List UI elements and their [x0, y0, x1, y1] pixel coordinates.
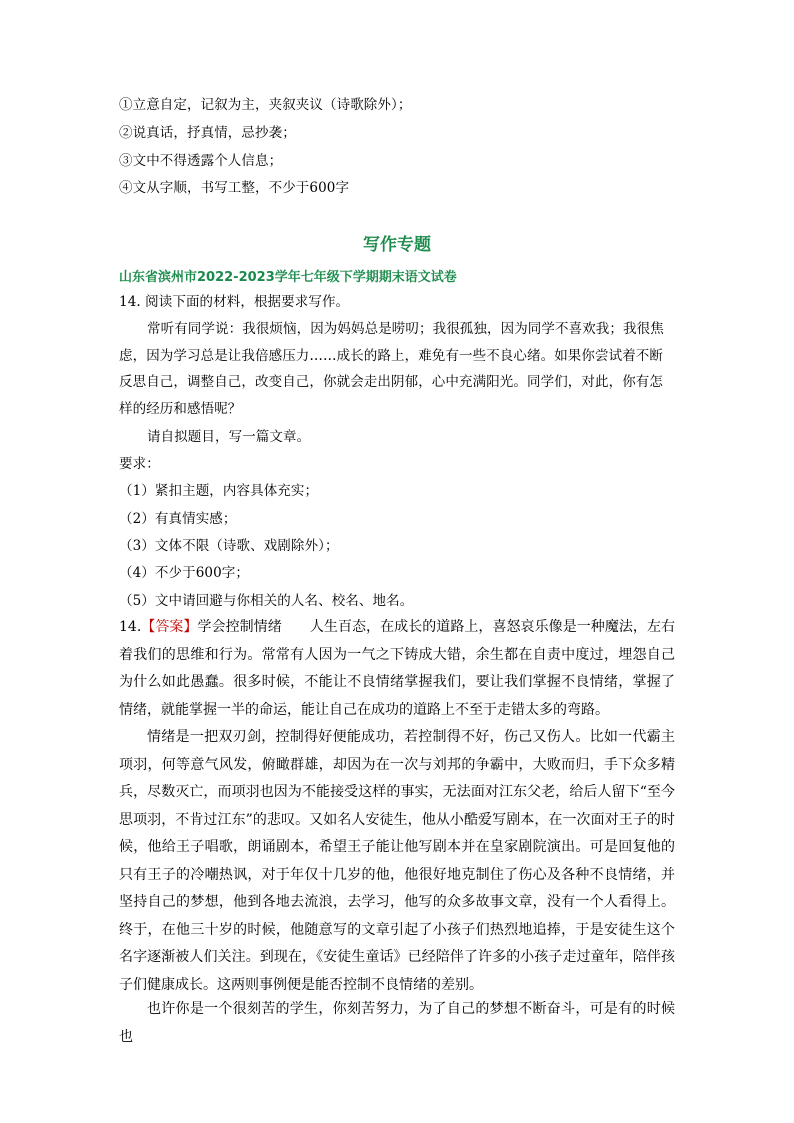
- answer-paragraph-2: 情绪是一把双刃剑，控制得好便能成功，若控制得不好，伤己又伤人。比如一代霸主项羽，何等意气风发，俯瞰群雄，却因为在一次与刘邦的争霸中，大败而归，手下众多精兵，尽数灭亡，而项羽也因为不能接受这样的事实，无法面对江东父老，给后人留下“至今思项羽，不肯过江东”的悲叹。又如名人安徒生，他从小酷爱写剧本，在一次面对王子的时候，他给王子唱歌，朗诵剧本，希望王子能让他写剧本并在皇家剧院演出。可是回复他的只有王子的冷嘲热讽，对于年仅十几岁的他，他很好地克制住了伤心及各种不良情绪，并坚持自己的梦想，他到各地去流浪，去学习，他写的众多故事文章，没有一个人看得上。终于，在他三十岁的时候，他随意写的文章引起了小孩子们热烈地追捧，于是安徒生这个名字逐渐被人们关注。到现在，《安徒生童话》已经陪伴了许多的小孩子走过童年，陪伴孩子们健康成长。这两则事例便是能否控制不良情绪的差别。: [119, 729, 675, 993]
- requirement-5: （5）文中请回避与你相关的人名、校名、地名。: [119, 593, 414, 609]
- prev-requirement-1: ①立意自定，记叙为主，夹叙夹议（诗歌除外）；: [119, 97, 412, 113]
- material-line-3: 反思自己，调整自己，改变自己，你就会走出阴郁，心中充满阳光。同学们，对此，你有怎: [119, 374, 663, 390]
- question-prompt: 14. 阅读下面的材料，根据要求写作。: [119, 294, 350, 310]
- prev-requirement-2: ②说真话，抒真情，忌抄袭；: [119, 125, 296, 141]
- section-title: 写作专题: [363, 235, 431, 255]
- source-title: 山东省滨州市2022-2023学年七年级下学期期末语文试卷: [119, 270, 457, 285]
- answer-number: 14.: [119, 619, 142, 635]
- answer-paragraph-1-text: 人生百态，在成长的道路上，喜怒哀乐像是一种魔法，左右着我们的思维和行为。常常有人因为一气之下铸成大错，余生都在自责中度过，埋怨自己为什么如此愚蠢。很多时候，不能让不良情绪掌握我们，要让我们掌握不良情绪，掌握了情绪，就能掌握一半的命运，能让自己在成功的道路上不至于走错太多的弯路。: [119, 619, 676, 718]
- material-line-2: 虑，因为学习总是让我倍感压力……成长的路上，难免有一些不良心绪。如果你尝试着不断: [119, 348, 663, 364]
- question-instruction: 请自拟题目，写一篇文章。: [147, 429, 311, 445]
- prev-requirement-3: ③文中不得透露个人信息；: [119, 153, 283, 169]
- requirement-2: （2）有真情实感；: [119, 511, 237, 527]
- answer-paragraph-1: [119, 614, 675, 724]
- requirement-4: （4）不少于600字；: [119, 565, 249, 581]
- requirement-1: （1）紧扣主题，内容具体充实；: [119, 483, 319, 499]
- requirements-label: 要求：: [119, 456, 160, 472]
- answer-tag: 【答案】: [141, 619, 198, 635]
- essay-title: 学会控制情绪: [197, 619, 282, 635]
- prev-requirement-4: ④文从字顺，书写工整，不少于600字: [119, 180, 350, 196]
- material-line-1: 常听有同学说：我很烦恼，因为妈妈总是唠叨；我很孤独，因为同学不喜欢我；我很焦: [147, 321, 664, 337]
- material-line-4: 样的经历和感悟呢？: [119, 401, 242, 417]
- answer-paragraph-3: 也许你是一个很刻苦的学生，你刻苦努力，为了自己的梦想不断奋斗，可是有的时候也: [119, 1001, 675, 1045]
- requirement-3: （3）文体不限（诗歌、戏剧除外）；: [119, 538, 339, 554]
